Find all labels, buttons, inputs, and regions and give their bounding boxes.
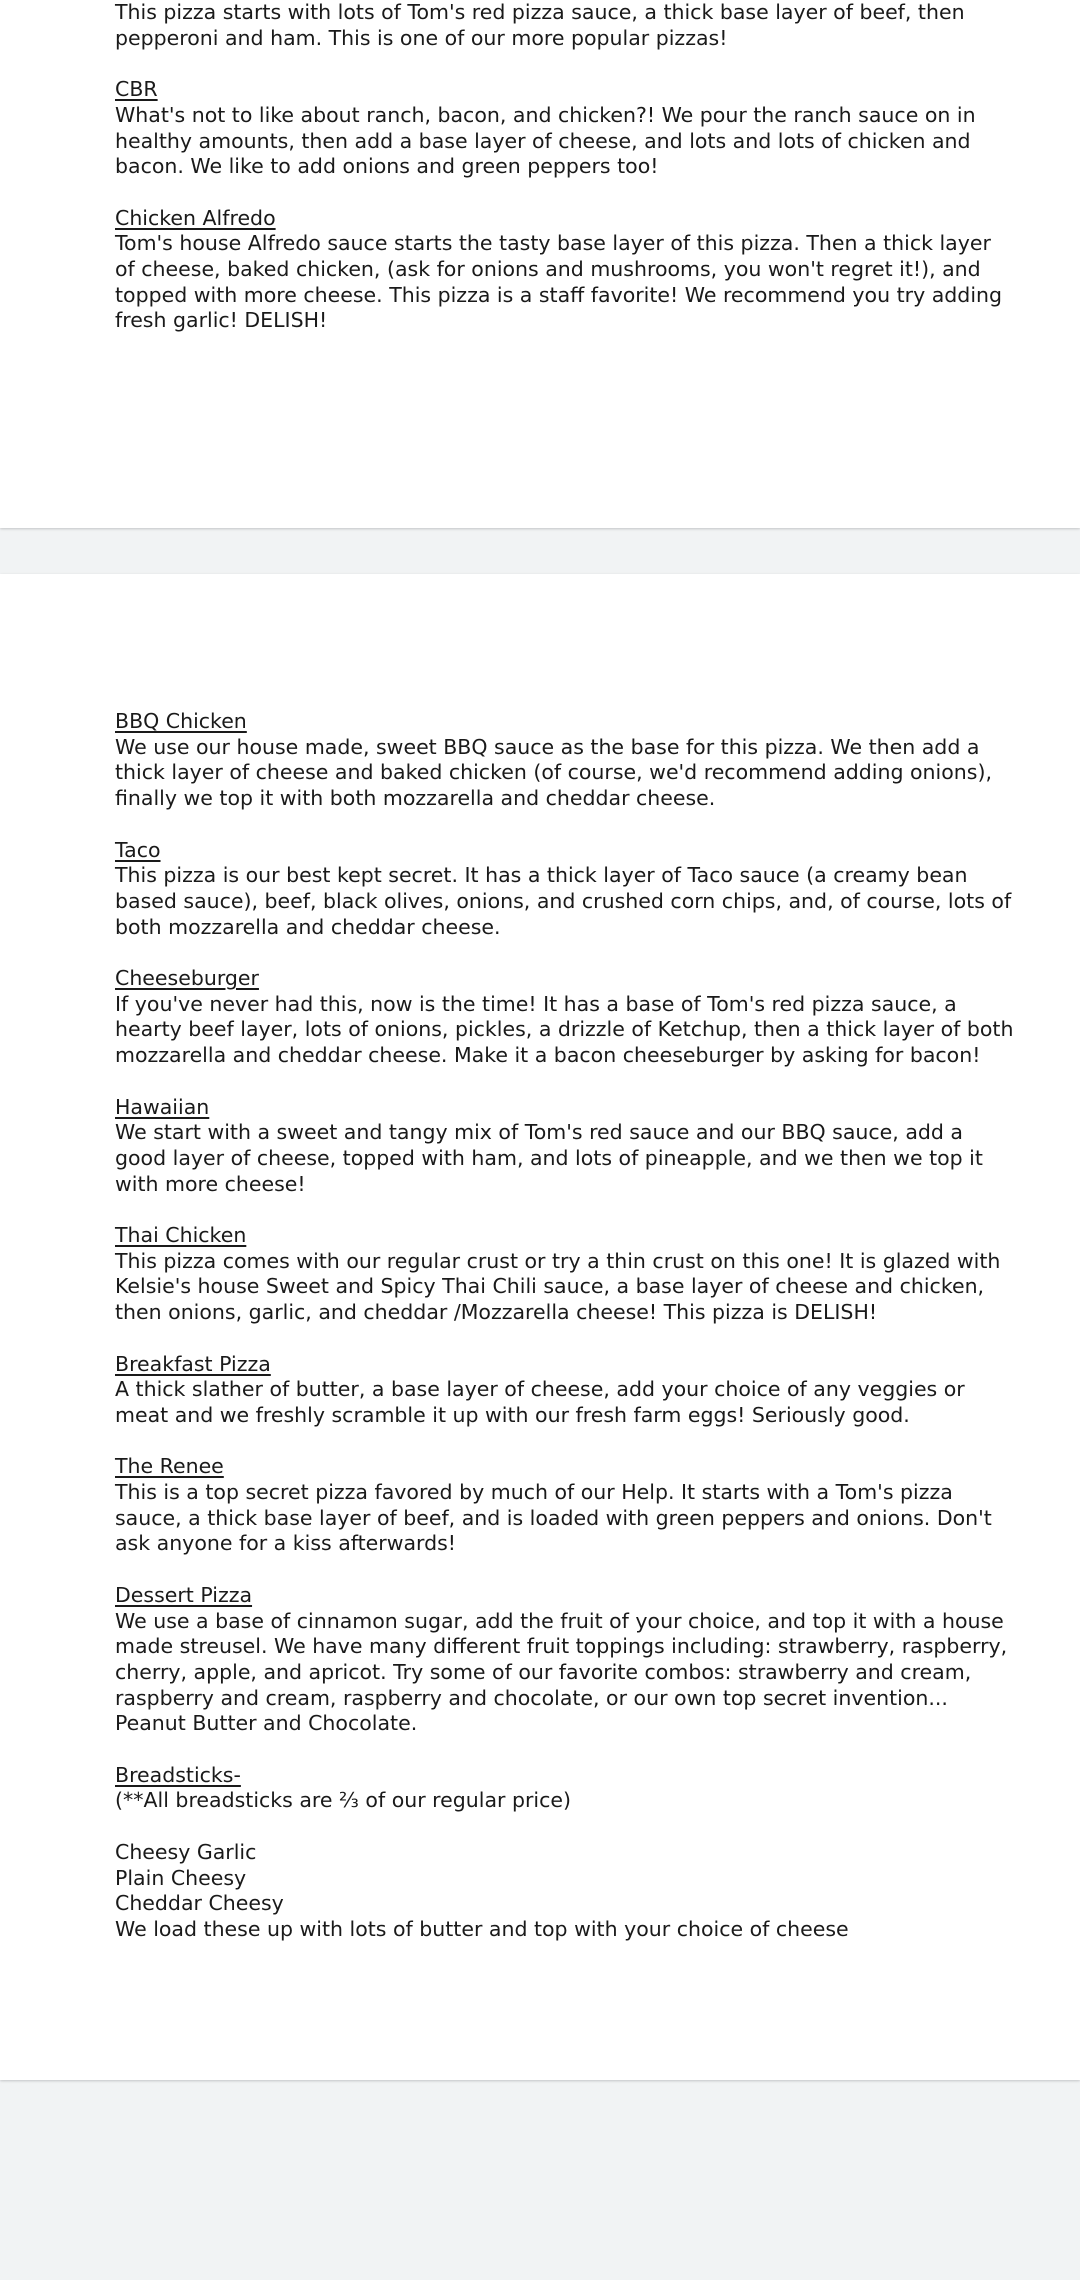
menu-entry-intro	[115, 0, 1015, 51]
entry-title: Breakfast Pizza	[115, 1351, 271, 1376]
menu-entry-dessert-pizza	[115, 1583, 1015, 1737]
page-1-content	[115, 0, 1015, 360]
entry-description: This is a top secret pizza favored by much of our Help. It starts with a Tom's pizza sauce, a thick base layer of beef, and is loaded with green peppers and onions. Don't ask anyone for a kiss afterwards!	[115, 1480, 992, 1556]
breadsticks-item: Plain Cheesy	[115, 1865, 247, 1890]
entry-title: Breadsticks-	[115, 1762, 241, 1787]
entry-description: This pizza comes with our regular crust or try a thin crust on this one! It is glazed with Kelsie's house Sweet and Spicy Thai Chili sauce, a base layer of cheese and chicken, then onions, garlic, and cheddar /Mozzarella cheese! This pizza is DELISH!	[115, 1248, 1001, 1325]
page-2-content	[115, 709, 1015, 1968]
entry-title: BBQ Chicken	[115, 709, 247, 733]
entry-title: Hawaiian	[115, 1094, 210, 1119]
blank-line	[115, 1814, 1015, 1840]
entry-description: Tom's house Alfredo sauce starts the tasty base layer of this pizza. Then a thick layer of cheese, baked chicken, (ask for onions and mushrooms, you won't regret it!), and topped with more cheese. This pizza is a staff favorite! We recommend you try adding fresh garlic! DELISH!	[115, 231, 1003, 333]
breadsticks-item: Cheesy Garlic	[115, 1839, 257, 1864]
menu-entry-breakfast-pizza	[115, 1352, 1015, 1429]
breadsticks-price-note: (**All breadsticks are ⅔ of our regular price)	[115, 1788, 571, 1813]
entry-title: CBR	[115, 77, 158, 102]
document-page-2	[0, 574, 1080, 2080]
menu-entry-thai-chicken	[115, 1223, 1015, 1326]
entry-title: Dessert Pizza	[115, 1582, 253, 1607]
menu-entry-bbq-chicken	[115, 709, 1015, 812]
entry-title: Cheeseburger	[115, 966, 259, 990]
entry-description: This pizza is our best kept secret. It has a thick layer of Taco sauce (a creamy bean based sauce), beef, black olives, onions, and crushed corn chips, and, of course, lots of both mozzarella and cheddar cheese.	[115, 863, 1012, 939]
breadsticks-footer: We load these up with lots of butter and top with your choice of cheese	[115, 1916, 849, 1941]
entry-description: We use a base of cinnamon sugar, add the fruit of your choice, and top it with a house made streusel. We have many different fruit toppings including: strawberry, raspberry, cherry, apple, and apricot. Try some of our favorite combos: strawberry and cream, raspberry and cream, raspberry and chocolate, or our own top secret invention... Peanut Butter and Chocolate.	[115, 1608, 1008, 1736]
menu-entry-taco	[115, 838, 1015, 941]
menu-entry-hawaiian	[115, 1095, 1015, 1198]
menu-entry-chicken-alfredo	[115, 206, 1015, 335]
entry-description: A thick slather of butter, a base layer of cheese, add your choice of any veggies or meat and we freshly scramble it up with our fresh farm eggs! Seriously good.	[115, 1377, 965, 1427]
breadsticks-item: Cheddar Cheesy	[115, 1891, 284, 1916]
entry-description: We start with a sweet and tangy mix of Tom's red sauce and our BBQ sauce, add a good layer of cheese, topped with ham, and lots of pineapple, and we then we top it with more cheese!	[115, 1120, 983, 1196]
menu-entry-cbr	[115, 77, 1015, 180]
document-page-1	[0, 0, 1080, 528]
entry-title: Chicken Alfredo	[115, 205, 276, 230]
menu-entry-the-renee	[115, 1454, 1015, 1557]
entry-title: Taco	[115, 837, 161, 862]
entry-description: If you've never had this, now is the time! It has a base of Tom's red pizza sauce, a hearty beef layer, lots of onions, pickles, a drizzle of Ketchup, then a thick layer of both mozzarella and cheddar cheese. Make it a bacon cheeseburger by asking for bacon!	[115, 991, 1014, 1068]
menu-entry-breadsticks	[115, 1763, 1015, 1943]
entry-description: This pizza starts with lots of Tom's red pizza sauce, a thick base layer of beef, then pepperoni and ham. This is one of our more popular pizzas!	[115, 0, 965, 50]
entry-title: The Renee	[115, 1454, 224, 1479]
menu-entry-cheeseburger	[115, 966, 1015, 1069]
entry-description: What's not to like about ranch, bacon, and chicken?! We pour the ranch sauce on in healthy amounts, then add a base layer of cheese, and lots and lots of chicken and bacon. We like to add onions and green peppers too!	[115, 102, 976, 179]
entry-description: We use our house made, sweet BBQ sauce as the base for this pizza. We then add a thick layer of cheese and baked chicken (of course, we'd recommend adding onions), finally we top it with both mozzarella and cheddar cheese.	[115, 734, 992, 811]
entry-title: Thai Chicken	[115, 1223, 247, 1247]
